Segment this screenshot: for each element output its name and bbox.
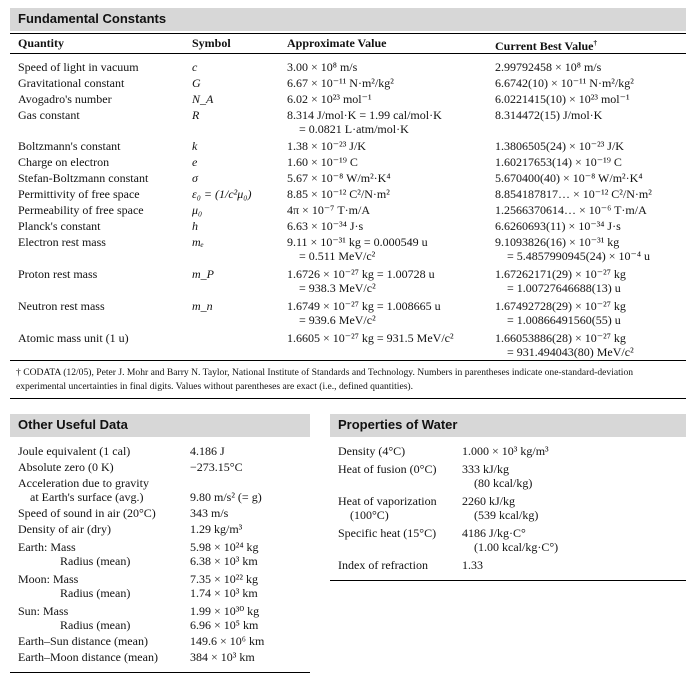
approx-value-cell [287, 60, 357, 74]
best-value-cell-line1: 6.0221415(10) × 10²³ mol⁻¹ [495, 92, 630, 106]
approx-value-cell [287, 155, 358, 169]
item-label-line2: Radius (mean) [60, 554, 131, 568]
quantity-cell [18, 60, 139, 74]
item-value [190, 540, 259, 568]
symbol-cell-line1: G [192, 76, 201, 90]
item-label-line1: Heat of fusion (0°C) [338, 462, 437, 476]
best-value-cell [495, 155, 622, 169]
approx-value-cell-line2: = 938.3 MeV/c² [299, 281, 376, 295]
symbol-cell [192, 139, 197, 153]
symbol-cell-line1: ε₀ = (1/c²μ₀) [192, 187, 252, 201]
best-value-cell-line1: 8.314472(15) J/mol·K [495, 108, 603, 122]
table-bottom-rule [10, 360, 686, 361]
item-label-line1: Speed of sound in air (20°C) [18, 506, 156, 520]
quantity-cell-line1: Neutron rest mass [18, 299, 105, 313]
item-value-line1: 149.6 × 10⁶ km [190, 634, 265, 648]
approx-value-cell [287, 235, 428, 263]
item-label-line1: Heat of vaporization [338, 494, 437, 508]
quantity-cell-line1: Proton rest mass [18, 267, 98, 281]
item-label-line1: Index of refraction [338, 558, 428, 572]
item-value-line1: 4186 J/kg·C° [462, 526, 526, 540]
best-value-cell-line1: 1.66053886(28) × 10⁻²⁷ kg [495, 331, 626, 345]
item-value [190, 604, 259, 632]
item-label [18, 476, 149, 504]
item-label [18, 650, 158, 664]
approx-value-cell-line1: 1.38 × 10⁻²³ J/K [287, 139, 366, 153]
approx-value-cell-line1: 4π × 10⁻⁷ T·m/A [287, 203, 371, 217]
quantity-cell-line1: Boltzmann's constant [18, 139, 121, 153]
best-value-cell-line1: 1.3806505(24) × 10⁻²³ J/K [495, 139, 624, 153]
item-label [338, 462, 436, 476]
footnote-marker: † [593, 39, 597, 47]
item-value-line2: 1.74 × 10³ km [190, 586, 258, 600]
best-value-cell-line2: = 931.494043(80) MeV/c² [507, 345, 634, 359]
quantity-cell-line1: Gravitational constant [18, 76, 125, 90]
quantity-cell [18, 108, 80, 122]
item-value [462, 494, 538, 522]
symbol-cell-line1: N_A [192, 92, 214, 106]
item-value-line1: 333 kJ/kg [462, 462, 510, 476]
item-value [190, 506, 228, 520]
item-label-line1: Earth–Sun distance (mean) [18, 634, 148, 648]
item-label [18, 634, 148, 648]
symbol-cell [192, 267, 214, 281]
quantity-cell [18, 219, 100, 233]
properties-of-water-list [338, 444, 684, 584]
item-label-line1: Joule equivalent (1 cal) [18, 444, 131, 458]
item-label [18, 460, 114, 474]
item-value [190, 634, 264, 648]
symbol-cell [192, 187, 251, 201]
item-value-line2: 9.80 m/s² (= g) [190, 490, 262, 504]
quantity-cell-line1: Gas constant [18, 108, 80, 122]
best-value-cell-line1: 1.60217653(14) × 10⁻¹⁹ C [495, 155, 622, 169]
best-value-cell [495, 171, 643, 185]
item-value-line1: 5.98 × 10²⁴ kg [190, 540, 259, 554]
symbol-cell [192, 235, 204, 249]
approx-value-cell [287, 331, 454, 345]
item-label-line1: Earth: Mass [18, 540, 76, 554]
approx-value-cell [287, 219, 363, 233]
quantity-cell [18, 187, 140, 201]
best-value-cell-line2: = 1.00727646688(13) u [507, 281, 621, 295]
approx-value-cell-line1: 6.67 × 10⁻¹¹ N·m²/kg² [287, 76, 394, 90]
item-value-line1 [190, 476, 262, 490]
symbol-cell [192, 171, 198, 185]
item-label-line1: Specific heat (15°C) [338, 526, 437, 540]
best-value-cell-line1: 9.1093826(16) × 10⁻³¹ kg [495, 235, 620, 249]
symbol-cell [192, 92, 213, 106]
best-value-cell [495, 108, 602, 122]
best-value-cell-line1: 5.670400(40) × 10⁻⁸ W/m²·K⁴ [495, 171, 643, 185]
item-value-line2: (539 kcal/kg) [474, 508, 539, 522]
item-value [462, 526, 558, 554]
properties-of-water-title: Properties of Water [330, 414, 686, 437]
quantity-cell-line1: Permeability of free space [18, 203, 144, 217]
other-useful-data-title: Other Useful Data [10, 414, 310, 437]
symbol-cell-line1: mₑ [192, 235, 204, 249]
approx-value-cell [287, 108, 442, 136]
best-value-cell-line1: 8.854187817… × 10⁻¹² C²/N·m² [495, 187, 652, 201]
item-value [190, 650, 255, 664]
column-header-approx: Approximate Value [287, 36, 387, 50]
approx-value-cell-line1: 3.00 × 10⁸ m/s [287, 60, 358, 74]
quantity-cell [18, 203, 144, 217]
item-value-line1: 1.29 kg/m³ [190, 522, 243, 536]
quantity-cell-line1: Stefan-Boltzmann constant [18, 171, 149, 185]
item-label [338, 444, 405, 458]
approx-value-cell-line2: = 939.6 MeV/c² [299, 313, 376, 327]
item-value-line1: 2260 kJ/kg [462, 494, 516, 508]
item-value [190, 476, 262, 504]
quantity-cell [18, 92, 112, 106]
symbol-cell [192, 219, 198, 233]
best-value-cell [495, 299, 626, 327]
quantity-cell [18, 235, 106, 249]
item-label-line2: (100°C) [350, 508, 389, 522]
item-value-line2: 6.38 × 10³ km [190, 554, 258, 568]
quantity-cell [18, 76, 124, 90]
item-label-line1: Earth–Moon distance (mean) [18, 650, 158, 664]
approx-value-cell [287, 171, 391, 185]
approx-value-cell-line1: 9.11 × 10⁻³¹ kg = 0.000549 u [287, 235, 428, 249]
item-value [462, 444, 549, 458]
quantity-cell-line1: Planck's constant [18, 219, 101, 233]
best-value-cell [495, 331, 634, 359]
approx-value-cell [287, 139, 366, 153]
quantity-cell-line1: Avogadro's number [18, 92, 112, 106]
approx-value-cell [287, 203, 370, 217]
item-value-line1: 384 × 10³ km [190, 650, 255, 664]
quantity-cell [18, 171, 148, 185]
symbol-cell-line1: h [192, 219, 198, 233]
approx-value-cell-line1: 5.67 × 10⁻⁸ W/m²·K⁴ [287, 171, 391, 185]
quantity-cell-line1: Permittivity of free space [18, 187, 140, 201]
footnote-rule [10, 398, 686, 399]
item-label [18, 604, 130, 632]
quantity-cell-line1: Electron rest mass [18, 235, 106, 249]
quantity-cell [18, 139, 120, 153]
approx-value-cell-line2: = 0.0821 L·atm/mol·K [299, 122, 409, 136]
item-value [190, 572, 258, 600]
item-label-line1: Sun: Mass [18, 604, 69, 618]
item-value-line1: 1.99 × 10³⁰ kg [190, 604, 260, 618]
other-useful-data-list [18, 444, 308, 670]
best-value-cell-line1: 2.99792458 × 10⁸ m/s [495, 60, 602, 74]
item-label [18, 506, 156, 520]
approx-value-cell-line1: 8.314 J/mol·K = 1.99 cal/mol·K [287, 108, 442, 122]
approx-value-cell-line1: 1.60 × 10⁻¹⁹ C [287, 155, 358, 169]
approx-value-cell [287, 299, 441, 327]
approx-value-cell-line1: 1.6726 × 10⁻²⁷ kg = 1.00728 u [287, 267, 435, 281]
symbol-cell-line1: m_P [192, 267, 214, 281]
column-header-best [495, 33, 597, 53]
item-value-line1: 1.000 × 10³ kg/m³ [462, 444, 549, 458]
approx-value-cell [287, 76, 394, 90]
symbol-cell-line1: e [192, 155, 198, 169]
item-value-line1: 4.186 J [190, 444, 225, 458]
approx-value-cell [287, 187, 390, 201]
symbol-cell-line1: σ [192, 171, 198, 185]
approx-value-cell-line2: = 0.511 MeV/c² [299, 249, 376, 263]
quantity-cell [18, 267, 97, 281]
item-label-line1: Density (4°C) [338, 444, 406, 458]
symbol-cell-line1: μ₀ [192, 203, 203, 217]
best-value-cell-line1: 1.2566370614… × 10⁻⁶ T·m/A [495, 203, 647, 217]
quantity-cell-line1: Atomic mass unit (1 u) [18, 331, 129, 345]
item-label [338, 494, 437, 522]
item-label-line2: at Earth's surface (avg.) [30, 490, 144, 504]
item-label-line2: Radius (mean) [60, 618, 131, 632]
best-value-cell [495, 76, 634, 90]
best-value-cell [495, 203, 647, 217]
symbol-cell [192, 203, 202, 217]
item-value-line2: (80 kcal/kg) [474, 476, 533, 490]
symbol-cell-line1: R [192, 108, 200, 122]
quantity-cell-line1: Charge on electron [18, 155, 110, 169]
best-value-cell-line1: 1.67262171(29) × 10⁻²⁷ kg [495, 267, 626, 281]
symbol-cell-line1: c [192, 60, 198, 74]
column-header-quantity: Quantity [18, 36, 65, 50]
approx-value-cell [287, 92, 372, 106]
best-value-cell [495, 92, 630, 106]
symbol-cell-line1: m_n [192, 299, 213, 313]
fundamental-constants-title: Fundamental Constants [10, 8, 686, 31]
best-value-cell [495, 139, 624, 153]
symbol-cell [192, 108, 199, 122]
item-value-line2: (1.00 kcal/kg·C°) [474, 540, 559, 554]
item-label [18, 540, 130, 568]
item-label [338, 526, 436, 540]
item-value-line1: 1.33 [462, 558, 483, 572]
item-label-line2: Radius (mean) [60, 586, 131, 600]
properties-of-water-bottom-rule [330, 580, 686, 581]
approx-value-cell-line1: 6.02 × 10²³ mol⁻¹ [287, 92, 372, 106]
item-label [18, 572, 130, 600]
column-header-symbol: Symbol [192, 36, 231, 50]
approx-value-cell-line1: 1.6749 × 10⁻²⁷ kg = 1.008665 u [287, 299, 441, 313]
approx-value-cell-line1: 6.63 × 10⁻³⁴ J·s [287, 219, 364, 233]
item-value-line1: 343 m/s [190, 506, 229, 520]
quantity-cell [18, 155, 109, 169]
best-value-cell-line2: = 1.00866491560(55) u [507, 313, 621, 327]
best-value-cell [495, 267, 626, 295]
column-header-best-label: Current Best Value [495, 39, 594, 53]
best-value-cell [495, 187, 652, 201]
symbol-cell [192, 60, 197, 74]
symbol-cell [192, 76, 201, 90]
best-value-cell [495, 235, 650, 263]
symbol-cell [192, 155, 197, 169]
item-label [18, 444, 130, 458]
quantity-cell [18, 331, 129, 345]
codata-footnote: † CODATA (12/05), Peter J. Mohr and Barry N. Taylor, National Institute of Standards and Technology. Numbers in parentheses indicate one-standard-deviation experimental uncertainties in final digits. Values without parentheses are exact (i.e., defined quantities). [16, 367, 634, 392]
best-value-cell-line1: 6.6742(10) × 10⁻¹¹ N·m²/kg² [495, 76, 634, 90]
item-label-line1: Moon: Mass [18, 572, 79, 586]
item-label-line1: Acceleration due to gravity [18, 476, 149, 490]
item-label [18, 522, 111, 536]
best-value-cell [495, 219, 621, 233]
item-label-line1: Density of air (dry) [18, 522, 111, 536]
item-label [338, 558, 428, 572]
best-value-cell-line1: 6.6260693(11) × 10⁻³⁴ J·s [495, 219, 621, 233]
item-value [190, 444, 225, 458]
quantity-cell-line1: Speed of light in vacuum [18, 60, 139, 74]
item-value [462, 462, 532, 490]
other-useful-data-bottom-rule [10, 672, 310, 673]
header-bottom-rule [10, 53, 686, 54]
approx-value-cell-line1: 8.85 × 10⁻¹² C²/N·m² [287, 187, 390, 201]
item-label-line1: Absolute zero (0 K) [18, 460, 114, 474]
item-value-line1: −273.15°C [190, 460, 243, 474]
item-value-line1: 7.35 × 10²² kg [190, 572, 258, 586]
approx-value-cell-line1: 1.6605 × 10⁻²⁷ kg = 931.5 MeV/c² [287, 331, 454, 345]
item-value [462, 558, 483, 572]
best-value-cell-line2: = 5.4857990945(24) × 10⁻⁴ u [507, 249, 651, 263]
item-value [190, 522, 242, 536]
quantity-cell [18, 299, 105, 313]
symbol-cell-line1: k [192, 139, 198, 153]
best-value-cell [495, 60, 601, 74]
best-value-cell-line1: 1.67492728(29) × 10⁻²⁷ kg [495, 299, 626, 313]
approx-value-cell [287, 267, 435, 295]
item-value-line2: 6.96 × 10⁵ km [190, 618, 259, 632]
item-value [190, 460, 243, 474]
symbol-cell [192, 299, 213, 313]
